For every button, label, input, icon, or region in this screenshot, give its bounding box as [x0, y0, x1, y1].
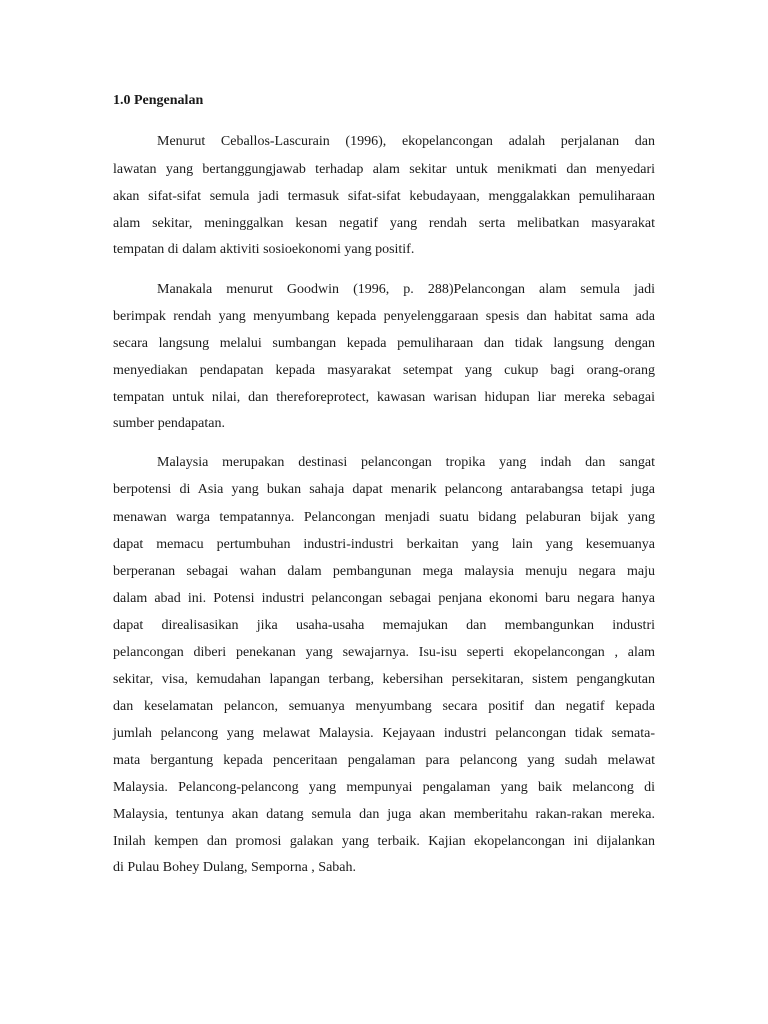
paragraph-2-line: Manakala menurut Goodwin (1996, p. 288)Pelancongan alam semula jadi	[157, 282, 655, 297]
paragraph-1-line: akan sifat-sifat semula jadi termasuk sifat-sifat kebudayaan, menggalakkan pemuliharaan	[113, 189, 655, 204]
paragraph-3-line: jumlah pelancong yang melawat Malaysia. Kejayaan industri pelancongan tidak semata-	[113, 726, 655, 741]
paragraph-2-line: sumber pendapatan.	[113, 416, 225, 431]
paragraph-3-line: dapat direalisasikan jika usaha-usaha memajukan dan membangunkan industri	[113, 618, 655, 633]
paragraph-3-line: pelancongan diberi penekanan yang sewajarnya. Isu-isu seperti ekopelancongan , alam	[113, 645, 655, 660]
paragraph-3-line: berpotensi di Asia yang bukan sahaja dapat menarik pelancong antarabangsa tetapi juga	[113, 482, 655, 497]
paragraph-3-line: Malaysia. Pelancong-pelancong yang mempunyai pengalaman yang baik melancong di	[113, 780, 655, 795]
paragraph-3-line: mata bergantung kepada penceritaan pengalaman para pelancong yang sudah melawat	[113, 753, 655, 768]
paragraph-1-line: tempatan di dalam aktiviti sosioekonomi yang positif.	[113, 242, 415, 257]
paragraph-3-line: dalam abad ini. Potensi industri pelancongan sebagai penjana ekonomi baru negara hanya	[113, 591, 655, 606]
section-heading: 1.0 Pengenalan	[113, 93, 204, 108]
paragraph-1-line: alam sekitar, meninggalkan kesan negatif yang rendah serta melibatkan masyarakat	[113, 216, 655, 231]
paragraph-3-line: Malaysia merupakan destinasi pelancongan tropika yang indah dan sangat	[157, 455, 655, 470]
paragraph-3-line: menawan warga tempatannya. Pelancongan menjadi suatu bidang pelaburan bijak yang	[113, 510, 655, 525]
paragraph-2-line: berimpak rendah yang menyumbang kepada penyelenggaraan spesis dan habitat sama ada	[113, 309, 655, 324]
paragraph-3-line: sekitar, visa, kemudahan lapangan terbang, kebersihan persekitaran, sistem pengangkutan	[113, 672, 655, 687]
paragraph-3-line: di Pulau Bohey Dulang, Semporna , Sabah.	[113, 860, 357, 875]
paragraph-1-line: Menurut Ceballos-Lascurain (1996), ekopelancongan adalah perjalanan dan	[157, 134, 655, 149]
paragraph-3-line: Malaysia, tentunya akan datang semula dan juga akan memberitahu rakan-rakan mereka.	[113, 807, 655, 822]
paragraph-2-line: menyediakan pendapatan kepada masyarakat setempat yang cukup bagi orang-orang	[113, 363, 655, 378]
paragraph-2-line: tempatan untuk nilai, dan thereforeprotect, kawasan warisan hidupan liar mereka sebagai	[113, 390, 655, 405]
paragraph-1-line: lawatan yang bertanggungjawab terhadap alam sekitar untuk menikmati dan menyedari	[113, 162, 655, 177]
paragraph-3-line: berperanan sebagai wahan dalam pembangunan mega malaysia menuju negara maju	[113, 564, 655, 579]
paragraph-3-line: dapat memacu pertumbuhan industri-industri berkaitan yang lain yang kesemuanya	[113, 537, 655, 552]
paragraph-2-line: secara langsung melalui sumbangan kepada pemuliharaan dan tidak langsung dengan	[113, 336, 655, 351]
paragraph-3-line: Inilah kempen dan promosi galakan yang terbaik. Kajian ekopelancongan ini dijalankan	[113, 834, 655, 849]
paragraph-3-line: dan keselamatan pelancon, semuanya menyumbang secara positif dan negatif kepada	[113, 699, 655, 714]
